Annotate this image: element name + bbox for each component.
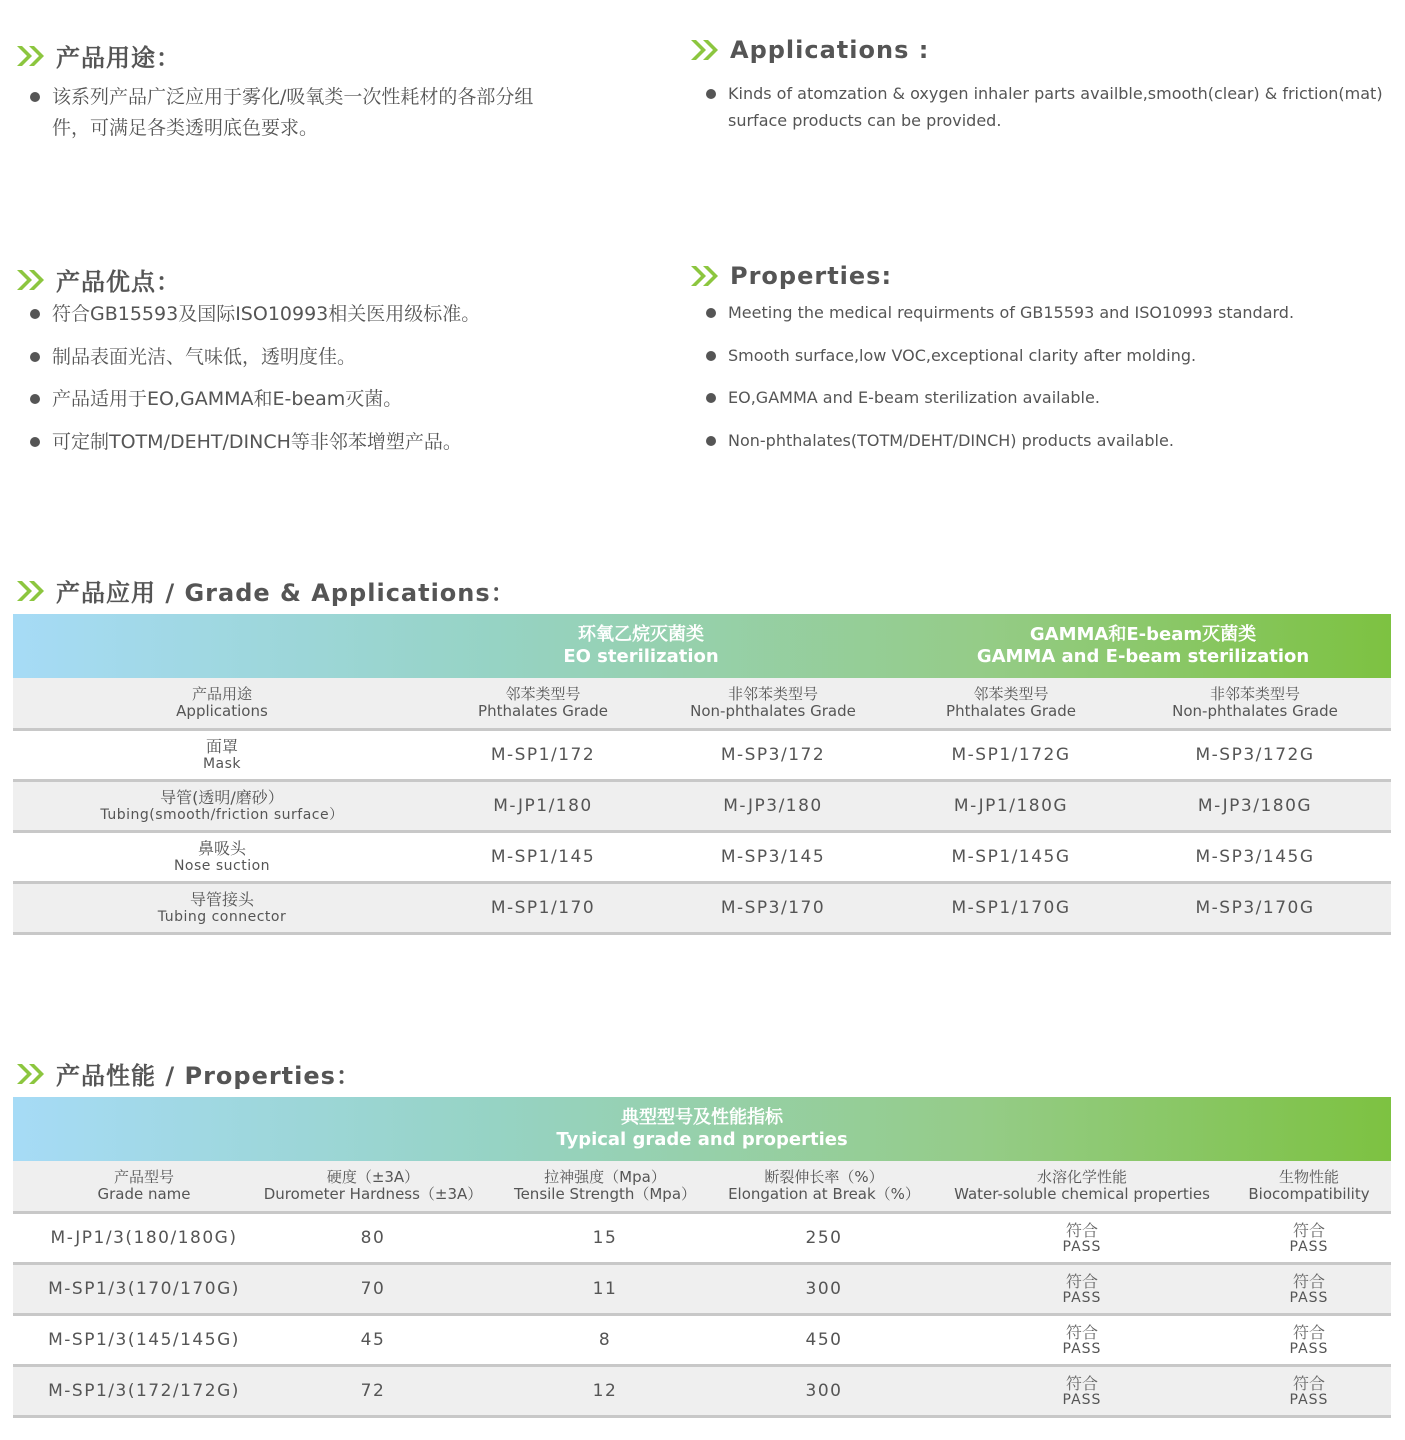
header-cn: 硬度（±3A） — [326, 1168, 420, 1186]
app-cell — [13, 884, 431, 932]
grade-value: M-SP3/172 — [720, 745, 826, 765]
grade-value: M-SP3/170 — [720, 898, 826, 918]
double-chevron-icon — [688, 264, 722, 288]
header-cell — [13, 678, 431, 728]
hardness-value: 80 — [360, 1228, 386, 1248]
header-cn: 拉神强度（Mpa） — [544, 1168, 666, 1186]
grade-value: M-SP3/145 — [720, 847, 826, 867]
header-cell — [909, 678, 1113, 728]
hardness-cell — [263, 1367, 483, 1415]
table-header-row — [13, 678, 1391, 731]
header-cn: 邻苯类型号 — [973, 685, 1049, 703]
tensile-cell — [505, 1367, 705, 1415]
usage-list-en — [704, 80, 1394, 134]
bullet-icon — [30, 309, 40, 319]
app-cn: 面罩 — [205, 737, 238, 756]
band-eo — [439, 624, 843, 668]
header-cell — [441, 678, 645, 728]
pass-en: PASS — [1289, 1238, 1329, 1255]
header-en: Phthalates Grade — [946, 702, 1076, 720]
pass-en: PASS — [1289, 1340, 1329, 1357]
bullet-icon — [706, 89, 716, 99]
hardness-cell — [263, 1316, 483, 1364]
grade-cell — [441, 731, 645, 779]
header-cn: 邻苯类型号 — [505, 685, 581, 703]
advantage-text-en: Meeting the medical requirments of GB15593 and ISO10993 standard. — [728, 303, 1295, 322]
table-row — [13, 731, 1391, 782]
usage-heading-cn — [14, 38, 181, 73]
usage-en-line2: surface products can be provided. — [728, 111, 1002, 130]
bio-cell — [1239, 1214, 1379, 1262]
grade-value: M-SP1/145 — [490, 847, 596, 867]
elongation-value: 300 — [805, 1381, 843, 1401]
bullet-icon — [30, 394, 40, 404]
advantage-text-en: Smooth surface,low VOC,exceptional clarity after molding. — [728, 345, 1197, 365]
grade-value: M-SP3/172G — [1195, 745, 1315, 765]
tensile-cell — [505, 1214, 705, 1262]
header-cn: 非邻苯类型号 — [1209, 685, 1300, 703]
pass-cn: 符合 — [1292, 1322, 1325, 1342]
header-en: Non-phthalates Grade — [1172, 702, 1338, 720]
double-chevron-icon — [14, 268, 48, 292]
advantages-title-en: Properties: — [730, 262, 893, 290]
header-en: Non-phthalates Grade — [690, 702, 856, 720]
grade-value: M-JP3/180G — [1197, 796, 1313, 816]
list-item — [704, 80, 1394, 134]
app-en: Tubing(smooth/friction surface） — [100, 807, 344, 823]
app-en: Nose suction — [173, 858, 271, 874]
hardness-cell — [263, 1214, 483, 1262]
grade-cell — [1143, 833, 1367, 881]
header-cell — [719, 1161, 929, 1211]
header-cell — [263, 1161, 483, 1211]
header-cell — [1143, 678, 1367, 728]
grade-value: M-SP3/170G — [1195, 898, 1315, 918]
advantages-list-en — [704, 298, 1394, 468]
props-table-title: 产品性能 / Properties： — [56, 1062, 361, 1090]
header-cell — [665, 678, 881, 728]
table-row — [13, 782, 1391, 833]
advantage-text: 符合GB15593及国际ISO10993相关医用级标准。 — [52, 303, 481, 325]
bio-cell — [1239, 1316, 1379, 1364]
header-en: Elongation at Break（%） — [728, 1185, 920, 1203]
grade-value: M-SP3/145G — [1195, 847, 1315, 867]
elongation-value: 300 — [805, 1279, 843, 1299]
band-gamma-cn: GAMMA和E-beam灭菌类 — [1029, 624, 1257, 645]
grade-cell — [665, 731, 881, 779]
header-en: Water-soluble chemical properties — [954, 1185, 1210, 1203]
pass-cn: 符合 — [1065, 1373, 1098, 1393]
header-en: Durometer Hardness（±3A） — [263, 1185, 483, 1203]
advantages-heading-en — [688, 262, 892, 290]
advantage-text-en: EO,GAMMA and E-beam sterilization available. — [728, 388, 1100, 407]
header-cn: 产品用途 — [191, 685, 252, 703]
double-chevron-icon — [688, 38, 722, 62]
grade-name-cell — [13, 1316, 275, 1364]
grade-cell — [909, 884, 1113, 932]
bullet-icon — [706, 393, 716, 403]
list-item — [28, 298, 648, 341]
grade-table-heading — [14, 573, 516, 608]
elongation-value: 450 — [805, 1330, 843, 1350]
tensile-value: 8 — [598, 1330, 612, 1350]
grade-name-cell — [13, 1265, 275, 1313]
table-row — [13, 833, 1391, 884]
chem-cell — [953, 1367, 1211, 1415]
double-chevron-icon — [14, 1062, 48, 1086]
bullet-icon — [30, 352, 40, 362]
usage-text-line2: 件，可满足各类透明底色要求。 — [52, 117, 319, 139]
grade-name-cell — [13, 1367, 275, 1415]
list-item — [704, 383, 1394, 426]
grade-value: M-JP1/180G — [953, 796, 1069, 816]
advantage-text: 制品表面光洁、气味低，透明度佳。 — [52, 345, 357, 368]
elongation-cell — [719, 1316, 929, 1364]
band-eo-cn: 环氧乙烷灭菌类 — [578, 624, 704, 645]
pass-cn: 符合 — [1065, 1271, 1098, 1291]
list-item — [704, 298, 1394, 341]
bullet-icon — [30, 437, 40, 447]
grade-value: M-SP1/172 — [490, 745, 596, 765]
grade-value: M-JP1/180 — [493, 796, 593, 816]
pass-cn: 符合 — [1292, 1373, 1325, 1393]
table-row — [13, 1265, 1391, 1316]
grade-cell — [1143, 782, 1367, 830]
bullet-icon — [706, 351, 716, 361]
list-item — [704, 426, 1394, 469]
grade-cell — [909, 833, 1113, 881]
props-table-heading — [14, 1056, 361, 1091]
grade-name: M-SP1/3(172/172G) — [48, 1381, 240, 1401]
band-eo-en: EO sterilization — [563, 646, 719, 667]
advantages-list-cn — [28, 298, 648, 468]
band-typical — [13, 1107, 1391, 1151]
header-en: Tensile Strength（Mpa） — [513, 1185, 697, 1203]
grade-cell — [441, 782, 645, 830]
usage-list-cn — [28, 82, 608, 144]
bullet-icon — [706, 436, 716, 446]
pass-en: PASS — [1062, 1391, 1102, 1408]
usage-text-line1: 该系列产品广泛应用于雾化/吸氧类一次性耗材的各部分组 — [52, 86, 534, 108]
pass-en: PASS — [1289, 1289, 1329, 1306]
double-chevron-icon — [14, 44, 48, 68]
header-cn: 断裂伸长率（%） — [764, 1168, 884, 1186]
header-cell — [953, 1161, 1211, 1211]
chem-cell — [953, 1214, 1211, 1262]
grade-cell — [441, 833, 645, 881]
app-cn: 导管(透明/磨砂） — [160, 788, 284, 807]
table-row — [13, 1214, 1391, 1265]
bullet-icon — [30, 92, 40, 102]
chem-cell — [953, 1265, 1211, 1313]
header-cn: 水溶化学性能 — [1036, 1168, 1127, 1186]
bullet-icon — [706, 308, 716, 318]
grade-cell — [441, 884, 645, 932]
pass-en: PASS — [1062, 1340, 1102, 1357]
usage-heading-en — [688, 36, 929, 64]
pass-en: PASS — [1062, 1289, 1102, 1306]
grade-cell — [1143, 731, 1367, 779]
header-en: Applications — [176, 702, 268, 720]
advantages-title-cn: 产品优点： — [56, 268, 181, 296]
list-item — [28, 383, 648, 426]
elongation-cell — [719, 1214, 929, 1262]
grade-cell — [665, 884, 881, 932]
grade-cell — [665, 833, 881, 881]
band-typical-en: Typical grade and properties — [556, 1129, 848, 1150]
table-row — [13, 1316, 1391, 1367]
list-item — [28, 341, 648, 384]
header-cn: 生物性能 — [1278, 1168, 1339, 1186]
tensile-cell — [505, 1316, 705, 1364]
app-cn: 鼻吸头 — [197, 839, 246, 858]
list-item — [28, 82, 608, 144]
grade-cell — [909, 731, 1113, 779]
table-header-row — [13, 1161, 1391, 1214]
usage-title-en: Applications : — [730, 36, 930, 64]
header-cell — [1239, 1161, 1379, 1211]
grade-table-band — [13, 614, 1391, 678]
table-row — [13, 1367, 1391, 1418]
grade-name-cell — [13, 1214, 275, 1262]
hardness-value: 72 — [360, 1381, 386, 1401]
grade-cell — [1143, 884, 1367, 932]
app-cell — [13, 782, 431, 830]
header-cn: 产品型号 — [113, 1168, 174, 1186]
pass-cn: 符合 — [1065, 1220, 1098, 1240]
app-cell — [13, 833, 431, 881]
grade-cell — [909, 782, 1113, 830]
band-gamma-en: GAMMA and E-beam sterilization — [976, 646, 1310, 667]
grade-value: M-SP1/170 — [490, 898, 596, 918]
bio-cell — [1239, 1265, 1379, 1313]
band-gamma — [903, 624, 1383, 668]
band-typical-cn: 典型型号及性能指标 — [621, 1107, 783, 1128]
pass-en: PASS — [1289, 1391, 1329, 1408]
list-item — [704, 341, 1394, 384]
elongation-value: 250 — [805, 1228, 843, 1248]
pass-cn: 符合 — [1292, 1271, 1325, 1291]
hardness-value: 70 — [360, 1279, 386, 1299]
header-en: Biocompatibility — [1248, 1185, 1370, 1203]
props-table — [13, 1161, 1391, 1418]
grade-name: M-SP1/3(170/170G) — [48, 1279, 240, 1299]
tensile-cell — [505, 1265, 705, 1313]
bio-cell — [1239, 1367, 1379, 1415]
pass-en: PASS — [1062, 1238, 1102, 1255]
hardness-value: 45 — [360, 1330, 386, 1350]
usage-en-line1: Kinds of atomzation & oxygen inhaler parts availble,smooth(clear) & friction(mat) — [728, 84, 1383, 103]
pass-cn: 符合 — [1065, 1322, 1098, 1342]
advantage-text: 可定制TOTM/DEHT/DINCH等非邻苯增塑产品。 — [52, 430, 462, 453]
grade-value: M-SP1/145G — [951, 847, 1071, 867]
grade-cell — [665, 782, 881, 830]
elongation-cell — [719, 1265, 929, 1313]
app-cell — [13, 731, 431, 779]
header-cell — [13, 1161, 275, 1211]
double-chevron-icon — [14, 579, 48, 603]
header-cn: 非邻苯类型号 — [727, 685, 818, 703]
list-item — [28, 426, 648, 469]
grade-value: M-SP1/170G — [951, 898, 1071, 918]
tensile-value: 11 — [592, 1279, 618, 1299]
elongation-cell — [719, 1367, 929, 1415]
header-en: Grade name — [97, 1185, 191, 1203]
tensile-value: 12 — [592, 1381, 618, 1401]
grade-name: M-JP1/3(180/180G) — [50, 1228, 238, 1248]
header-en: Phthalates Grade — [478, 702, 608, 720]
grade-value: M-JP3/180 — [723, 796, 823, 816]
app-en: Mask — [202, 756, 242, 772]
grade-table — [13, 678, 1391, 935]
app-en: Tubing connector — [157, 909, 287, 925]
advantage-text-en: Non-phthalates(TOTM/DEHT/DINCH) products available. — [728, 430, 1174, 450]
usage-title-cn: 产品用途： — [56, 44, 181, 72]
grade-table-title: 产品应用 / Grade & Applications： — [56, 579, 516, 607]
advantage-text: 产品适用于EO,GAMMA和E-beam灭菌。 — [52, 388, 403, 410]
hardness-cell — [263, 1265, 483, 1313]
grade-value: M-SP1/172G — [951, 745, 1071, 765]
chem-cell — [953, 1316, 1211, 1364]
pass-cn: 符合 — [1292, 1220, 1325, 1240]
app-cn: 导管接头 — [189, 890, 254, 909]
table-row — [13, 884, 1391, 935]
tensile-value: 15 — [592, 1228, 618, 1248]
grade-name: M-SP1/3(145/145G) — [48, 1330, 240, 1350]
header-cell — [505, 1161, 705, 1211]
advantages-heading-cn — [14, 262, 181, 297]
props-table-band — [13, 1097, 1391, 1161]
